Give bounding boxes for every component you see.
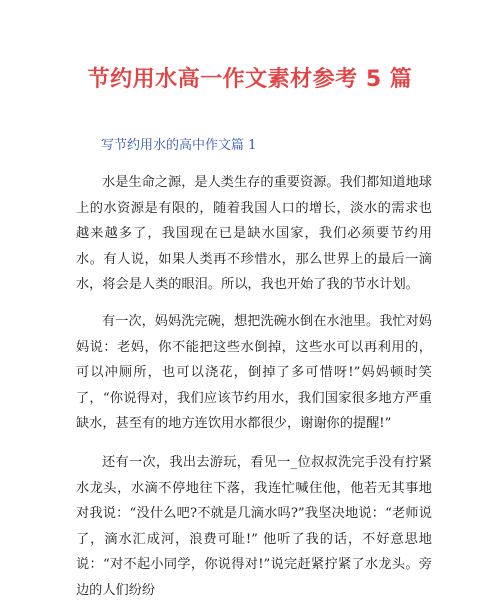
document-title: 节约用水高一作文素材参考 5 篇 xyxy=(87,67,413,92)
paragraph-3: 还有一次，我出去游玩，看见一_位叔叔洗完手没有拧紧水龙头，水滴不停地往下落，我连忙喊住他，他若无其事地对我说：“没什么吧?不就是几滴水吗?”我坚决地说：“老师说了，滴水汇成河，浪费可耻!” 他听了我的话，不好意思地说：“对不起小同学，你说得对!”说完赶紧拧紧了水龙头。旁边的人们纷纷 xyxy=(76,455,432,598)
paragraph-1: 水是生命之源，是人类生存的重要资源。我们都知道地球上的水资源是有限的，随着我国人口的增长，淡水的需求也越来越多了，我国现在已是缺水国家，我们必须要节约用水。有人说，如果人类再不珍惜水，那么世界上的最后一滴水，将会是人类的眼泪。所以，我也开始了我的节水计划。 xyxy=(76,175,432,293)
section-heading: 写节约用水的高中作文篇 1 xyxy=(101,138,257,153)
paragraph-2: 有一次，妈妈洗完碗，想把洗碗水倒在水池里。我忙对妈妈说：老妈，你不能把这些水倒掉，这些水可以再利用的，可以冲厕所，也可以浇花，倒掉了多可惜呀!”妈妈顿时笑了，“你说得对，我们应该节约用水，我们国家很多地方严重缺水，甚至有的地方连饮用水都很少，谢谢你的提醒!” xyxy=(76,314,432,432)
